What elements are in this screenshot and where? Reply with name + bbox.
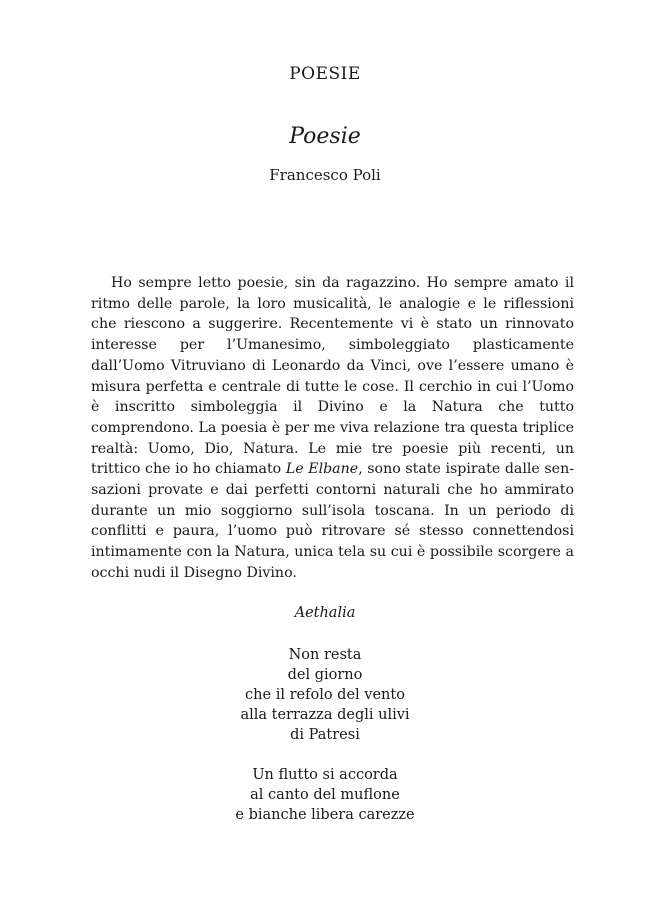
poem-title: Aethalia (294, 605, 356, 621)
intro-text-before: Ho sempre letto poesie, sin da ragazzino. Ho sempre amato il ritmo delle parole, la loro musicalità, le analogie e le riflessioni che riescono a suggerire. Recentemente vi è stato un rinnovato interesse per l’Umanesimo, simboleggiato plasticamente dall’Uomo Vitruviano di Leonardo da Vinci, ove l’essere umano è misura perfetta e centrale di tutte le cose. Il cerchio in cui l’Uomo è inscritto simboleggia il Divino e la Natura che tutto comprendono. La poesia è per me viva relazione tra questa triplice realtà: Uomo, Dio, Natura. Le mie tre poesie più recenti, un trittico che io ho chiamato (91, 275, 574, 478)
poem-line: Non resta (288, 647, 362, 663)
intro-text-after: , sono state ispirate dalle sensazioni provate e dai perfetti contorni naturali che ho ammirato durante un mio soggiorno sull’isola toscana. In un periodo di conflitti e paura, l’uomo può ritrovare sé stesso connettendosi intimamente con la Natura, unica tela su cui è possibile scorgere a occhi nudi il Disegno Divino. (91, 461, 575, 581)
section-title: Poesie (289, 124, 361, 149)
poem-line: e bianche libera carezze (235, 807, 415, 823)
poem-stanza (0, 765, 650, 825)
intro-text (91, 273, 574, 584)
poem-line: al canto del muflone (250, 787, 400, 803)
poem-stanza (0, 645, 650, 745)
running-head: POESIE (289, 64, 361, 84)
intro-text-emphasis: Le Elbane (285, 461, 359, 478)
poem-line: di Patresi (290, 727, 360, 743)
poem-body (0, 645, 650, 845)
poem-line: del giorno (287, 667, 363, 683)
intro-paragraph (91, 273, 574, 584)
poem-line: Un flutto si accorda (252, 767, 398, 783)
poem-line: che il refolo del vento (245, 687, 405, 703)
poem-line: alla terrazza degli ulivi (240, 707, 410, 723)
author-name: Francesco Poli (269, 166, 381, 184)
